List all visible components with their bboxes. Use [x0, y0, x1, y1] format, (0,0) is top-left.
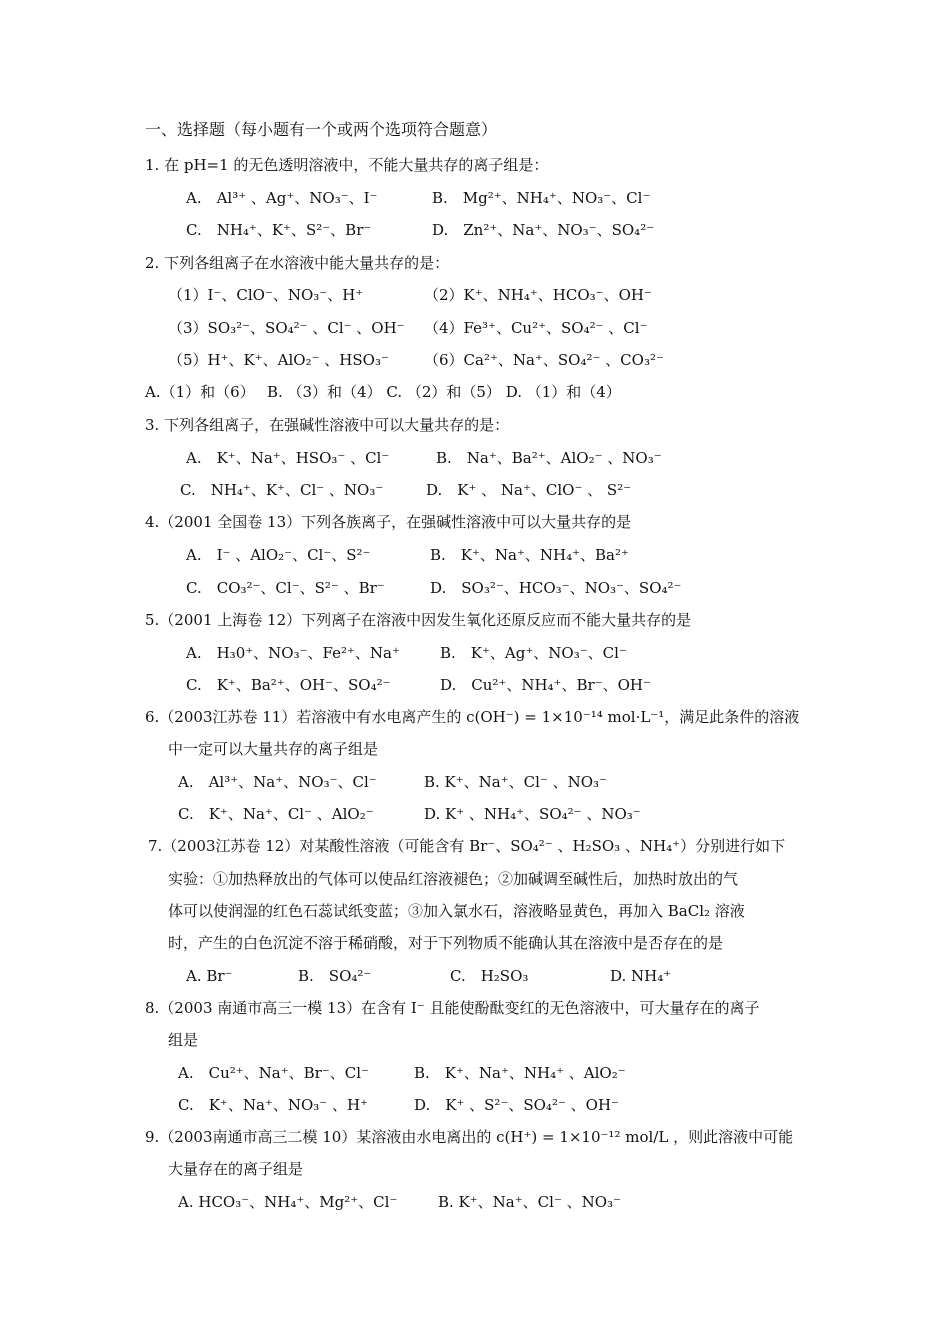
question-5-option-d: D. Cu²⁺、NH₄⁺、Br⁻、OH⁻: [440, 676, 651, 694]
question-7-line-3: 体可以使润湿的红色石蕊试纸变蓝；③加入氯水石，溶液略显黄色，再加入 BaCl₂ 溶液: [168, 902, 745, 920]
question-8-option-a: A. Cu²⁺、Na⁺、Br⁻、Cl⁻: [178, 1064, 369, 1082]
question-7-option-d: D. NH₄⁺: [610, 967, 672, 985]
question-8-option-c: C. K⁺、Na⁺、NO₃⁻ 、H⁺: [178, 1096, 368, 1114]
question-4-option-d: D. SO₃²⁻、HCO₃⁻、NO₃⁻、SO₄²⁻: [430, 579, 682, 597]
question-8-option-d: D. K⁺ 、S²⁻、SO₄²⁻ 、OH⁻: [414, 1096, 619, 1114]
question-3-option-d: D. K⁺ 、 Na⁺、ClO⁻ 、 S²⁻: [426, 481, 632, 499]
question-4-option-c: C. CO₃²⁻、Cl⁻、S²⁻ 、Br⁻: [186, 579, 385, 597]
question-1-option-c: C. NH₄⁺、K⁺、S²⁻、Br⁻: [186, 221, 372, 239]
question-7-option-b: B. SO₄²⁻: [298, 967, 372, 985]
question-4-stem: 4.（2001 全国卷 13）下列各族离子，在强碱性溶液中可以大量共存的是: [145, 513, 632, 531]
question-8-stem: 8.（2003 南通市高三一模 13）在含有 I⁻ 且能使酚酞变红的无色溶液中，可大量存在的离子: [145, 999, 760, 1017]
section-title: 一、选择题（每小题有一个或两个选项符合题意）: [145, 120, 498, 139]
question-2-item-5: （5）H⁺、K⁺、AlO₂⁻ 、HSO₃⁻: [168, 351, 389, 369]
question-5-stem: 5.（2001 上海卷 12）下列离子在溶液中因发生氧化还原反应而不能大量共存的是: [145, 611, 692, 629]
question-9-option-a: A. HCO₃⁻、NH₄⁺、Mg²⁺、Cl⁻: [178, 1193, 398, 1211]
question-3-stem: 3. 下列各组离子，在强碱性溶液中可以大量共存的是：: [145, 416, 510, 434]
question-1-stem: 1. 在 pH=1 的无色透明溶液中，不能大量共存的离子组是：: [145, 156, 549, 174]
question-6-option-c: C. K⁺、Na⁺、Cl⁻ 、AlO₂⁻: [178, 805, 374, 823]
question-1-option-b: B. Mg²⁺、NH₄⁺、NO₃⁻、Cl⁻: [432, 189, 651, 207]
question-6-stem-continued: 中一定可以大量共存的离子组是: [168, 740, 379, 758]
question-7-line-4: 时，产生的白色沉淀不溶于稀硝酸，对于下列物质不能确认其在溶液中是否存在的是: [168, 934, 724, 952]
question-1-option-d: D. Zn²⁺、Na⁺、NO₃⁻、SO₄²⁻: [432, 221, 655, 239]
question-8-option-b: B. K⁺、Na⁺、NH₄⁺ 、AlO₂⁻: [414, 1064, 626, 1082]
question-2-item-2: （2）K⁺、NH₄⁺、HCO₃⁻、OH⁻: [424, 286, 652, 304]
question-9-stem: 9.（2003南通市高三二模 10）某溶液由水电离出的 c(H⁺) = 1×10⁻¹² mol/L ，则此溶液中可能: [145, 1128, 794, 1146]
question-7-line-2: 实验：①加热释放出的气体可以使品红溶液褪色；②加碱调至碱性后，加热时放出的气: [168, 870, 739, 888]
question-3-option-a: A. K⁺、Na⁺、HSO₃⁻ 、Cl⁻: [186, 449, 390, 467]
question-9-option-b: B. K⁺、Na⁺、Cl⁻ 、NO₃⁻: [438, 1193, 621, 1211]
question-5-option-a: A. H₃0⁺、NO₃⁻、Fe²⁺、Na⁺: [186, 644, 400, 662]
question-7-stem: 7.（2003江苏卷 12）对某酸性溶液（可能含有 Br⁻、SO₄²⁻ 、H₂SO₃ 、NH₄⁺）分别进行如下: [148, 837, 786, 855]
question-2-answers: A.（1）和（6） B. （3）和（4） C. （2）和（5） D. （1）和（4）: [145, 383, 621, 401]
question-1-option-a: A. Al³⁺ 、Ag⁺、NO₃⁻、I⁻: [186, 189, 378, 207]
question-6-option-a: A. Al³⁺、Na⁺、NO₃⁻、Cl⁻: [178, 773, 377, 791]
question-5-option-b: B. K⁺、Ag⁺、NO₃⁻、Cl⁻: [440, 644, 627, 662]
question-3-option-b: B. Na⁺、Ba²⁺、AlO₂⁻ 、NO₃⁻: [436, 449, 662, 467]
question-2-item-1: （1）I⁻、ClO⁻、NO₃⁻、H⁺: [168, 286, 364, 304]
question-9-stem-continued: 大量存在的离子组是: [168, 1160, 304, 1178]
question-2-item-4: （4）Fe³⁺、Cu²⁺、SO₄²⁻ 、Cl⁻: [424, 319, 648, 337]
question-4-option-a: A. I⁻ 、AlO₂⁻、Cl⁻、S²⁻: [186, 546, 371, 564]
question-2-item-6: （6）Ca²⁺、Na⁺、SO₄²⁻ 、CO₃²⁻: [424, 351, 664, 369]
question-5-option-c: C. K⁺、Ba²⁺、OH⁻、SO₄²⁻: [186, 676, 391, 694]
question-6-option-b: B. K⁺、Na⁺、Cl⁻ 、NO₃⁻: [424, 773, 607, 791]
question-7-option-c: C. H₂SO₃: [450, 967, 529, 985]
question-3-option-c: C. NH₄⁺、K⁺、Cl⁻ 、NO₃⁻: [180, 481, 384, 499]
question-6-option-d: D. K⁺ 、NH₄⁺、SO₄²⁻ 、NO₃⁻: [424, 805, 641, 823]
question-4-option-b: B. K⁺、Na⁺、NH₄⁺、Ba²⁺: [430, 546, 629, 564]
question-6-stem: 6.（2003江苏卷 11）若溶液中有水电离产生的 c(OH⁻) = 1×10⁻¹⁴ mol·L⁻¹，满足此条件的溶液: [145, 708, 800, 726]
question-2-item-3: （3）SO₃²⁻、SO₄²⁻ 、Cl⁻ 、OH⁻: [168, 319, 405, 337]
question-8-stem-continued: 组是: [168, 1031, 199, 1049]
question-2-stem: 2. 下列各组离子在水溶液中能大量共存的是：: [145, 254, 450, 272]
question-7-option-a: A. Br⁻: [186, 967, 233, 985]
